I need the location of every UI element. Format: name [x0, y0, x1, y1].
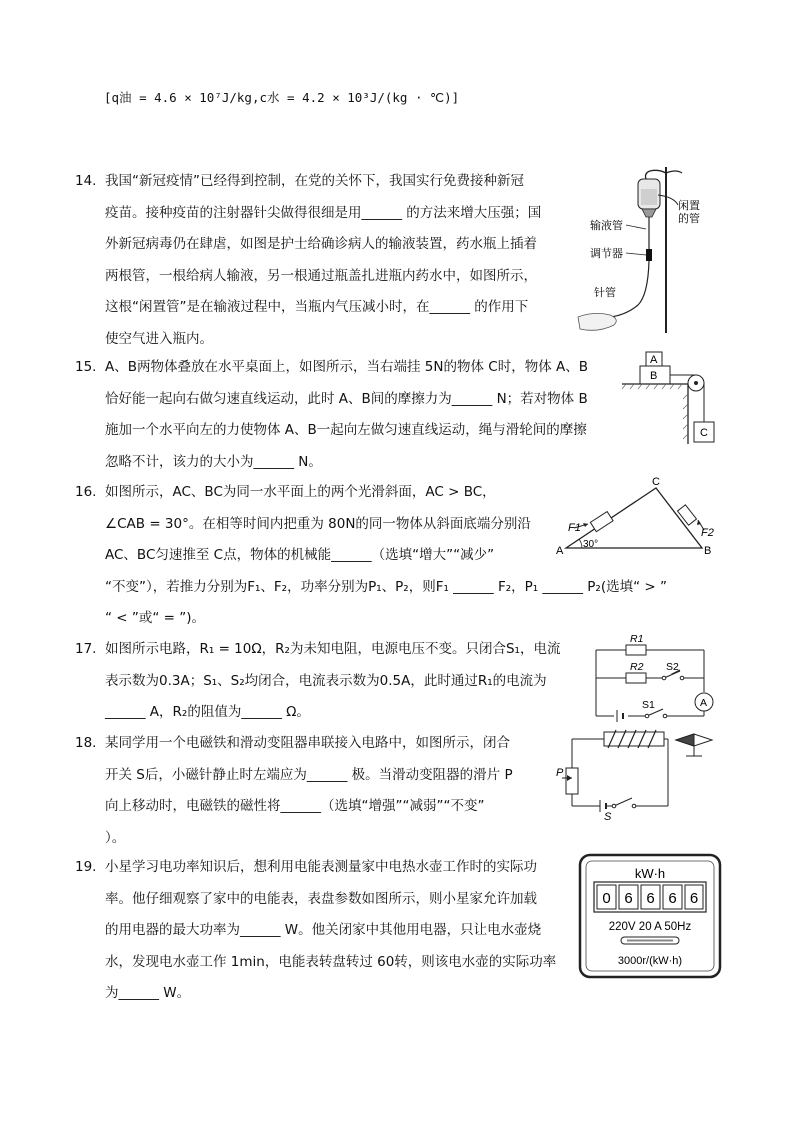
electromagnet-figure [548, 728, 724, 820]
label-idle: 闲置 [678, 199, 700, 212]
label-s1: S1 [642, 699, 655, 711]
meter-digit: 6 [689, 890, 699, 907]
question-line: 外新冠病毒仍在肆虐，如图是护士给确诊病人的输液装置，药水瓶上插着 [105, 236, 537, 252]
question-19 [75, 852, 557, 1010]
meter-digit: 0 [602, 890, 611, 907]
question-number: 16. [75, 484, 97, 500]
label-f1: F1 [568, 522, 581, 534]
meter-digit: 6 [668, 890, 677, 907]
question-line: 如图所示电路，R₁ = 10Ω，R₂为未知电阻，电源电压不变。只闭合S₁，电流 [105, 641, 561, 657]
question-number: 17. [75, 641, 97, 657]
question-line: ______ A，R₂的阻值为______ Ω。 [105, 704, 310, 720]
question-line: “ < ”或“ = ”)。 [105, 610, 206, 626]
question-line: 某同学用一个电磁铁和滑动变阻器串联接入电路中，如图所示，闭合 [105, 735, 510, 751]
meter-constant: 3000r/(kW·h) [617, 955, 683, 967]
label-f2: F2 [701, 527, 714, 539]
question-number: 14. [75, 173, 97, 189]
question-line: 向上移动时，电磁铁的磁性将______（选填“增强”“减弱”“不变” [105, 798, 485, 814]
label-b: B [704, 545, 712, 557]
question-number: 19. [75, 859, 97, 875]
question-line: 的用电器的最大功率为______ W。他关闭家中其他用电器，只让电水壶烧 [105, 922, 542, 938]
label-b: B [650, 370, 658, 382]
label-c: C [652, 476, 660, 488]
label-p: P [556, 767, 564, 779]
label-r1: R1 [630, 633, 644, 645]
constants-formula: [q油 = 4.6 × 10⁷J/kg,c水 = 4.2 × 10³J/(kg · ℃)] [104, 90, 460, 105]
question-line: 为______ W。 [105, 985, 191, 1001]
question-line: 水，发现电水壶工作 1min，电能表转盘转过 60转，则该电水壶的实际功率 [105, 953, 557, 970]
label-needle: 针管 [594, 286, 616, 299]
meter-rating: 220V 20 A 50Hz [608, 921, 692, 933]
label-infusion: 输液管 [590, 219, 623, 232]
label-s: S [604, 811, 612, 820]
label-c: C [700, 427, 708, 439]
label-a: A [650, 354, 658, 366]
question-line: “不变”），若推力分别为F₁、F₂，功率分别为P₁、P₂，则F₁ ______ F₂，P₁ ______ P₂(选填“ > ” [105, 578, 667, 595]
question-line: 忽略不计，该力的大小为______ N。 [105, 453, 322, 470]
label-s2: S2 [666, 661, 679, 673]
label-tube: 的管 [678, 212, 700, 225]
question-18 [75, 728, 513, 854]
label-ammeter: A [700, 697, 708, 709]
meter-unit: kW·h [634, 866, 666, 881]
question-line: AC、BC匀速推至 C点，物体的机械能______（选填“增大”“减少” [105, 547, 495, 563]
label-a: A [556, 545, 564, 557]
question-number: 18. [75, 735, 97, 751]
question-line: 这根“闲置管”是在输液过程中，当瓶内气压减小时，在______ 的作用下 [105, 299, 529, 315]
infusion-figure [574, 165, 730, 335]
question-line: 疫苗。接种疫苗的注射器针尖做得很细是用______ 的方法来增大压强；国 [105, 204, 542, 221]
question-line: 恰好能一起向右做匀速直线运动，此时 A、B间的摩擦力为______ N；若对物体 B [105, 390, 588, 407]
question-line: 开关 S后，小磁针静止时左端应为______ 极。当滑动变阻器的滑片 P [105, 766, 513, 783]
question-line: 我国“新冠疫情”已经得到控制，在党的关怀下，我国实行免费接种新冠 [105, 173, 524, 189]
question-number: 15. [75, 359, 97, 375]
circuit-figure [590, 630, 720, 722]
label-regulator: 调节器 [590, 247, 623, 260]
label-r2: R2 [630, 661, 644, 673]
label-angle: 30° [583, 539, 599, 550]
question-line: 率。他仔细观察了家中的电能表，表盘参数如图所示，则小星家允许加载 [105, 890, 537, 907]
meter-digit: 6 [646, 890, 655, 907]
question-line: 如图所示，AC、BC为同一水平面上的两个光滑斜面，AC > BC， [105, 484, 496, 500]
question-line: 使空气进入瓶内。 [105, 330, 213, 347]
meter-digit: 6 [624, 890, 633, 907]
question-15 [75, 352, 588, 478]
incline-figure [552, 474, 722, 558]
question-17 [75, 634, 561, 729]
pulley-figure [618, 348, 720, 448]
question-line: 施加一个水平向左的力使物体 A、B一起向左做匀速直线运动，绳与滑轮间的摩擦 [105, 422, 587, 438]
question-line: A、B两物体叠放在水平桌面上，如图所示，当右端挂 5N的物体 C时，物体 A、B [105, 359, 588, 375]
question-line: 两根管，一根给病人输液，另一根通过瓶盖扎进瓶内药水中，如图所示， [105, 267, 537, 284]
question-line: 小星学习电功率知识后，想利用电能表测量家中电热水壶工作时的实际功 [105, 859, 537, 875]
question-line: 表示数为0.3A；S₁、S₂均闭合，电流表示数为0.5A，此时通过R₁的电流为 [105, 672, 547, 689]
energy-meter-figure [577, 852, 723, 980]
question-14 [75, 166, 542, 355]
question-line: ∠CAB = 30°。在相等时间内把重为 80N的同一物体从斜面底端分别沿 [105, 515, 531, 532]
question-line: ）。 [105, 829, 126, 846]
